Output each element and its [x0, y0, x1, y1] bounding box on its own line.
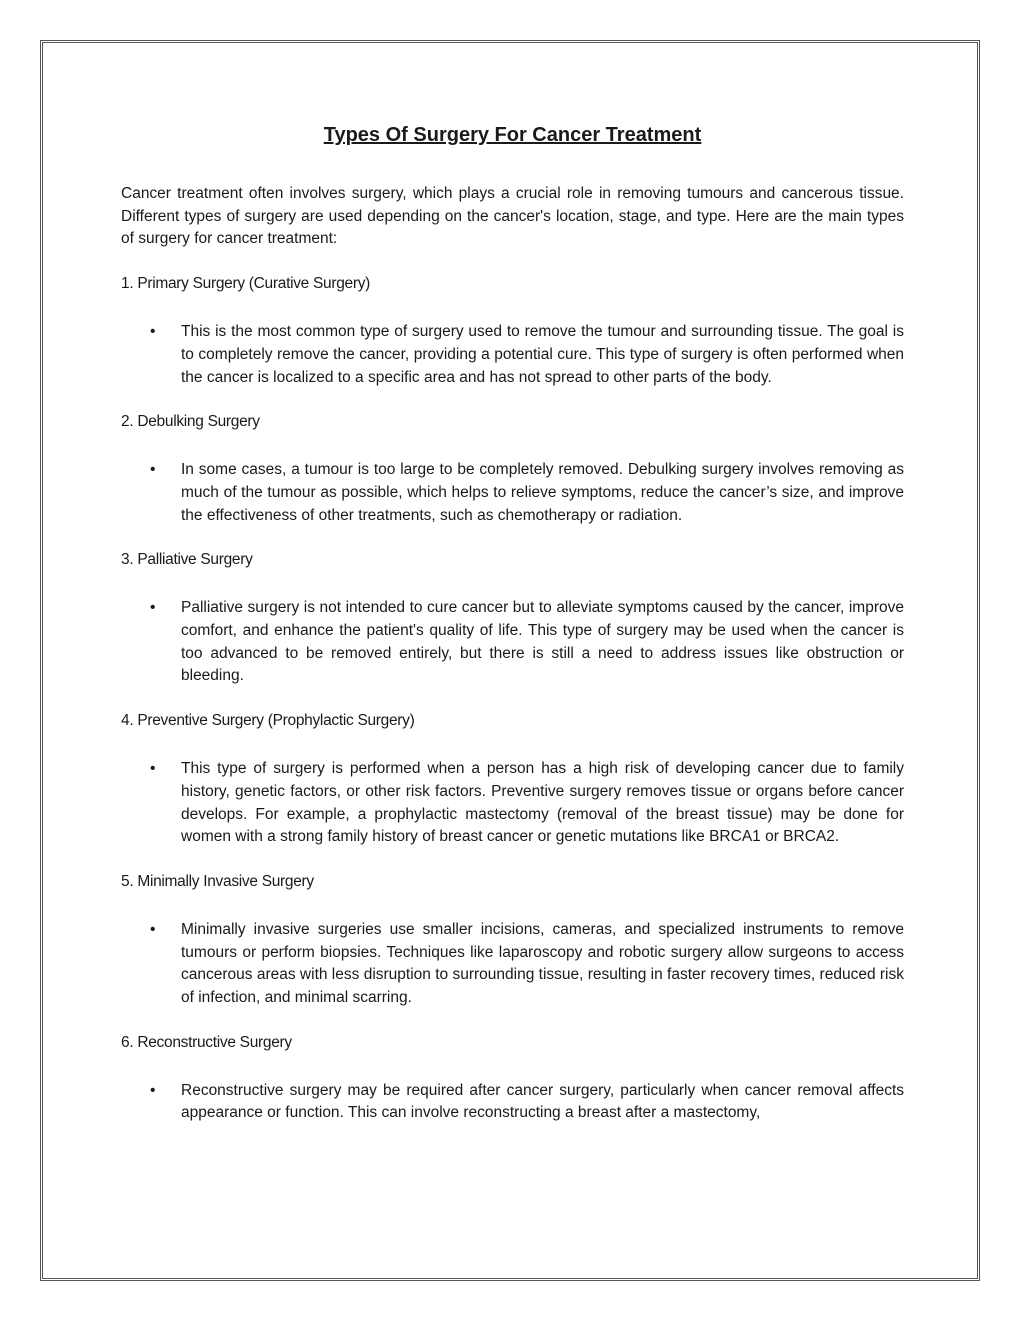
bullet-item — [121, 1080, 904, 1125]
bullet-item — [121, 597, 904, 688]
bullet-text: Reconstructive surgery may be required after cancer surgery, particularly when cancer removal affects appearance or function. This can involve reconstructing a breast after a mastectomy, — [181, 1081, 904, 1122]
section-heading: 2. Debulking Surgery — [121, 413, 260, 431]
bullet-icon: • — [150, 599, 156, 617]
bullet-text: This type of surgery is performed when a person has a high risk of developing cancer due to family history, genetic factors, or other risk factors. Preventive surgery removes tissue or organs before cancer develops. For example, a prophylactic mastectomy (removal of the breast tissue) may be done for women with a strong family history of breast cancer or genetic mutations like BRCA1 or BRCA2. — [181, 760, 904, 846]
section-heading: 1. Primary Surgery (Curative Surgery) — [121, 275, 371, 293]
section-heading: 4. Preventive Surgery (Prophylactic Surgery) — [121, 712, 415, 730]
bullet-text: In some cases, a tumour is too large to be completely removed. Debulking surgery involves removing as much of the tumour as possible, which helps to relieve symptoms, reduce the cancer’s size, and improve the effectiveness of other treatments, such as chemotherapy or radiation. — [181, 461, 904, 524]
bullet-icon: • — [150, 323, 156, 341]
section-palliative-surgery — [121, 549, 904, 688]
bullet-icon: • — [150, 1081, 156, 1099]
section-preventive-surgery — [121, 710, 904, 849]
bullet-item — [121, 919, 904, 1010]
bullet-icon: • — [150, 920, 156, 938]
section-debulking-surgery — [121, 411, 904, 527]
section-minimally-invasive-surgery — [121, 871, 904, 1010]
bullet-item — [121, 459, 904, 527]
bullet-text: This is the most common type of surgery used to remove the tumour and surrounding tissue. The goal is to completely remove the cancer, providing a potential cure. This type of surgery is often performed when the cancer is localized to a specific area and has not spread to other parts of the body. — [181, 323, 904, 386]
section-heading: 5. Minimally Invasive Surgery — [121, 872, 314, 890]
section-heading: 3. Palliative Surgery — [121, 551, 253, 569]
bullet-icon: • — [150, 760, 156, 778]
document-title: Types Of Surgery For Cancer Treatment — [323, 124, 702, 146]
section-primary-surgery — [121, 273, 904, 389]
bullet-icon: • — [150, 461, 156, 479]
section-heading: 6. Reconstructive Surgery — [121, 1033, 292, 1051]
bullet-item — [121, 758, 904, 849]
bullet-text: Palliative surgery is not intended to cure cancer but to alleviate symptoms caused by the cancer, improve comfort, and enhance the patient's quality of life. This type of surgery may be used when the cancer is too advanced to be removed entirely, but there is still a need to address issues like obstruction or bleeding. — [181, 599, 904, 685]
bullet-text: Minimally invasive surgeries use smaller incisions, cameras, and specialized instruments to remove tumours or perform biopsies. Techniques like laparoscopy and robotic surgery allow surgeons to access cancerous areas with less disruption to surrounding tissue, resulting in faster recovery times, reduced risk of infection, and minimal scarring. — [181, 920, 904, 1007]
section-reconstructive-surgery — [121, 1032, 904, 1125]
document-body — [121, 120, 904, 1147]
intro-paragraph: Cancer treatment often involves surgery, which plays a crucial role in removing tumours and cancerous tissue. Different types of surgery are used depending on the cancer's location, stage, and type. Here are the main types of surgery for cancer treatment: — [121, 185, 904, 248]
bullet-item — [121, 321, 904, 389]
